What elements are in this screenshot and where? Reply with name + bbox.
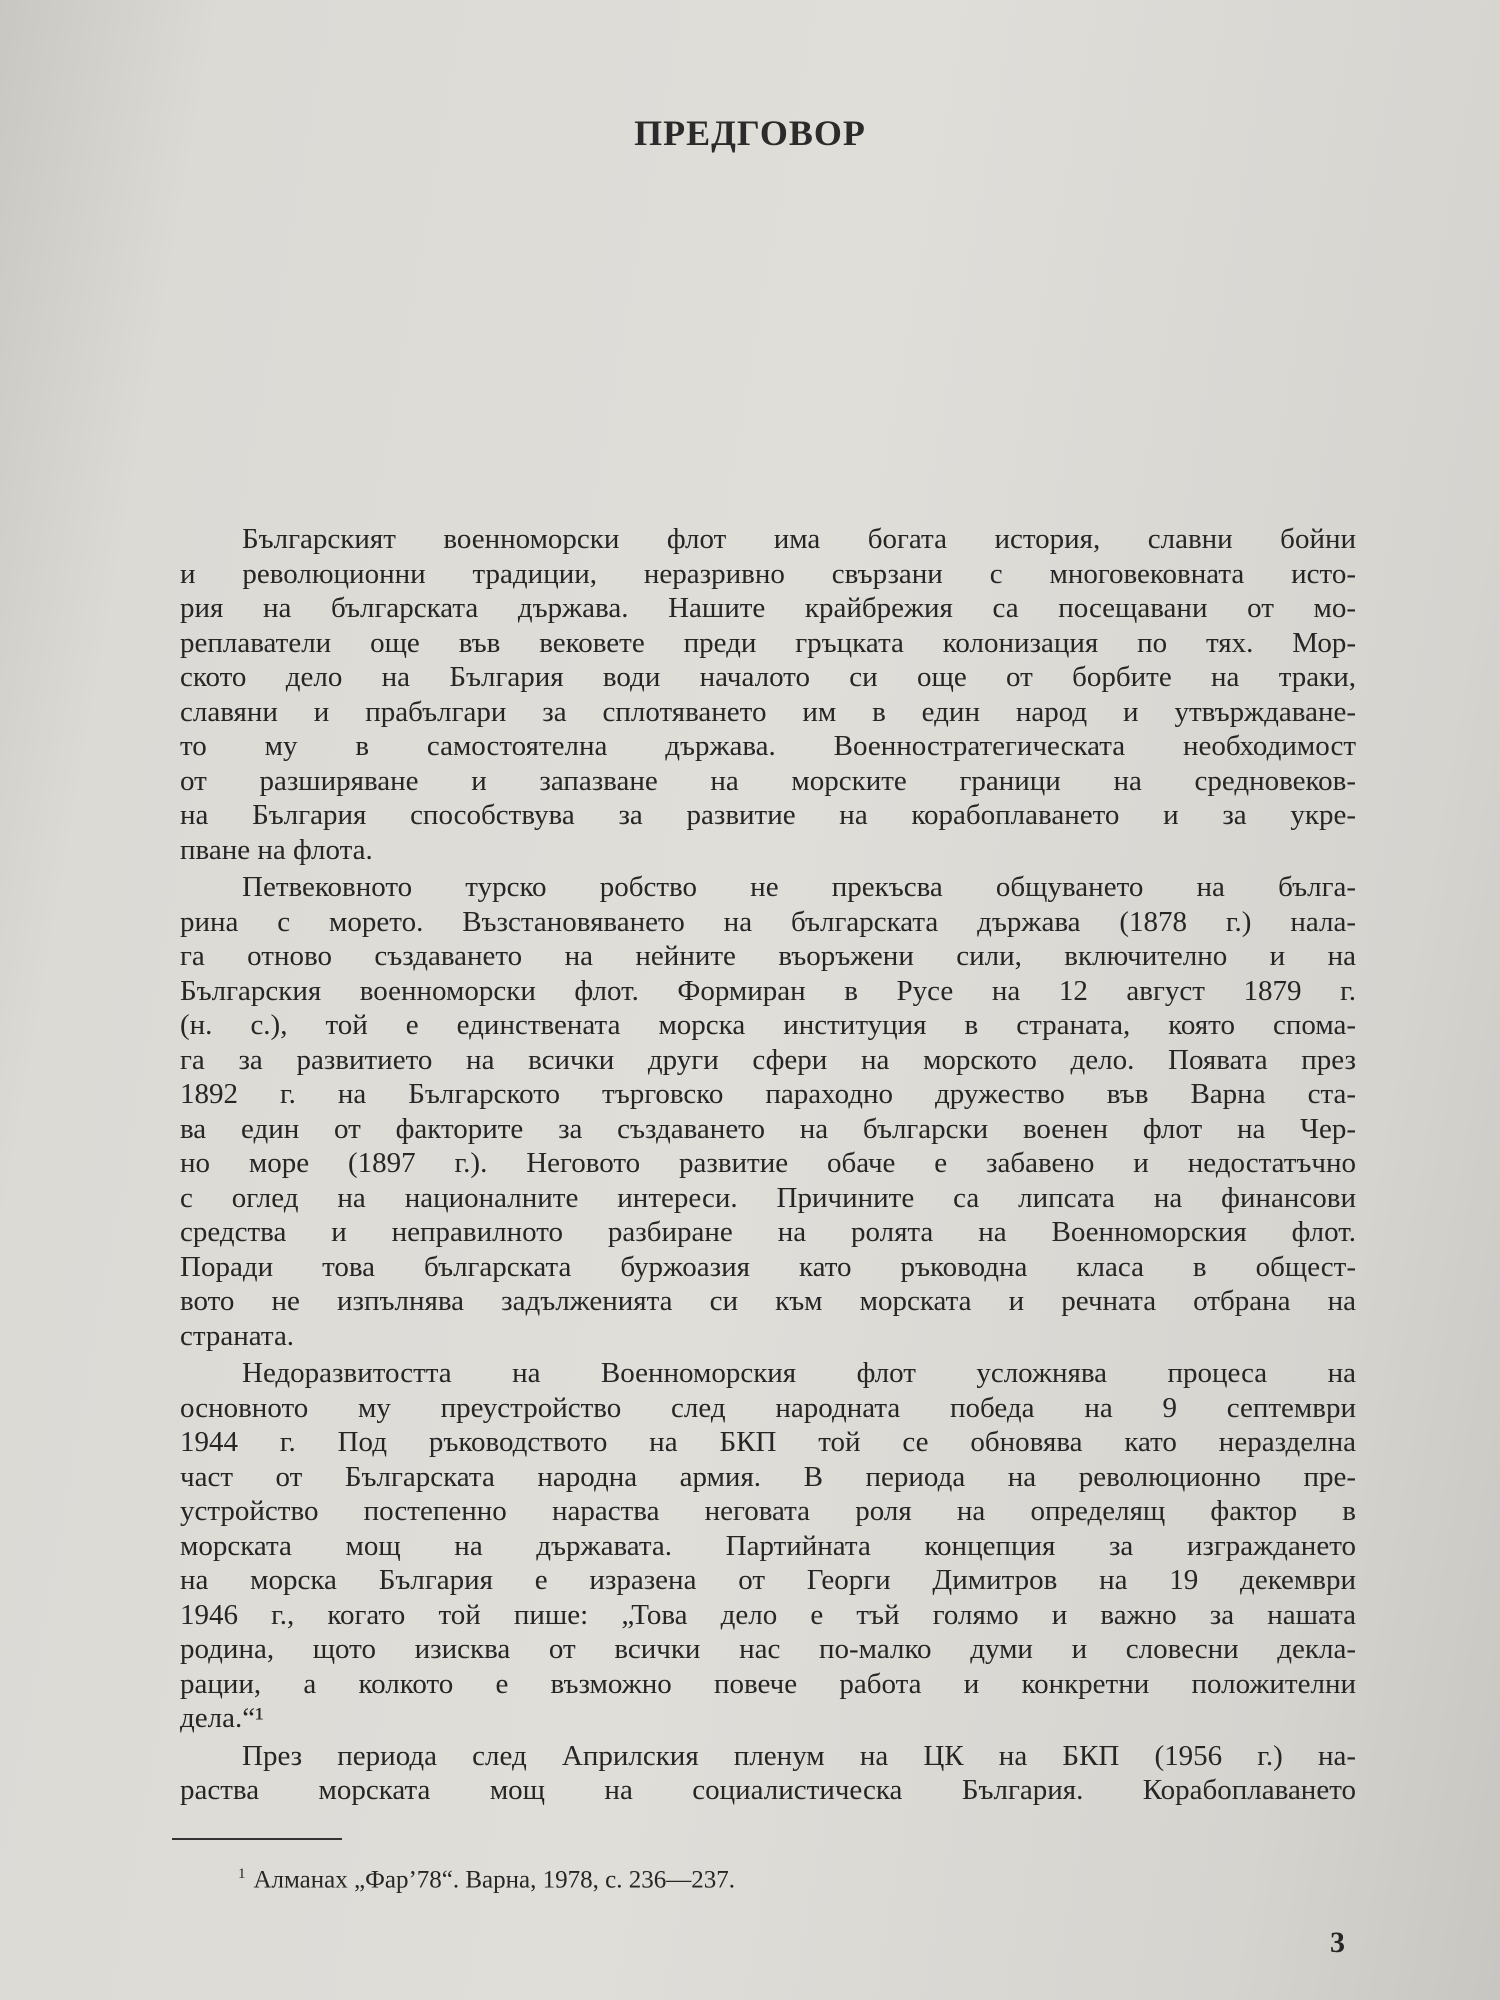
footnote [238,1866,735,1894]
text-line: 1946 г., когато той пише: „Това дело е тъй голямо и важно за нашата [180,1598,1356,1631]
paragraph [180,1356,1356,1736]
text-line: вото не изпълнява задълженията си към морската и речната отбрана на [180,1285,1356,1317]
text-line: рина с морето. Възстановяването на българската държава (1878 г.) нала- [180,905,1356,938]
text-line: Поради това българската буржоазия като ръководна класа в общест- [180,1250,1356,1283]
body-text [180,522,1356,1811]
paragraph [180,870,1356,1353]
text-line: от разширяване и запазване на морските граници на средновеков- [180,764,1356,797]
text-line: устройство постепенно нараства неговата роля на определящ фактор в [180,1495,1356,1527]
paragraph [180,1739,1356,1808]
text-line: и революционни традиции, неразривно свързани с многовековната исто- [180,557,1356,590]
footnote-mark: 1 [238,1866,246,1882]
text-line: ва един от факторите за създаването на български военен флот на Чер- [180,1112,1356,1145]
text-line: с оглед на националните интереси. Причините са липсата на финансови [180,1181,1356,1214]
text-line: Недоразвитостта на Военноморския флот усложнява процеса на [242,1357,1356,1389]
footnote-divider [172,1838,342,1840]
text-line: дела.“¹ [180,1702,264,1734]
text-line: но море (1897 г.). Неговото развитие обаче е забавено и недостатъчно [180,1147,1356,1179]
page-title: ПРЕДГОВОР [634,113,866,154]
text-line: на морска България е изразена от Георги Димитров на 19 декември [180,1564,1356,1596]
text-line: Петвековното турско робство не прекъсва общуването на бълга- [242,871,1356,903]
text-line: част от Българската народна армия. В периода на революционно пре- [180,1460,1356,1493]
text-line: славяни и прабългари за сплотяването им в един народ и утвърждаване- [180,695,1356,728]
text-line: (н. с.), той е единствената морска институция в страната, която спома- [180,1009,1356,1041]
text-line: 1944 г. Под ръководството на БКП той се обновява като неразделна [180,1426,1356,1458]
text-line: ското дело на България води началото си още от борбите на траки, [180,661,1356,693]
text-line: реплаватели още във вековете преди гръцката колонизация по тях. Мор- [180,626,1356,659]
text-line: то му в самостоятелна държава. Военностратегическата необходимост [180,730,1356,762]
text-line: страната. [180,1319,295,1352]
text-line: основното му преустройство след народната победа на 9 септември [180,1391,1356,1424]
text-line: През периода след Априлския пленум на ЦК на БКП (1956 г.) на- [242,1739,1356,1772]
text-line: Българския военноморски флот. Формиран в Русе на 12 август 1879 г. [180,974,1356,1007]
text-line: Българският военноморски флот има богата история, славни бойни [242,523,1356,555]
text-line: рия на българската държава. Нашите крайбрежия са посещавани от мо- [180,592,1356,624]
text-line: га отново създаването на нейните въоръжени сили, включително и на [180,940,1356,972]
footnote-text: Алманах „Фар’78“. Варна, 1978, с. 236—237. [253,1866,735,1894]
text-line: морската мощ на държавата. Партийната концепция за изграждането [180,1529,1356,1562]
text-line: родина, щото изисква от всички нас по-малко думи и словесни декла- [180,1633,1356,1665]
text-line: раства морската мощ на социалистическа България. Корабоплаването [180,1774,1356,1806]
text-line: га за развитието на всички други сфери на морското дело. Появата през [180,1043,1356,1076]
page-number: 3 [1330,1926,1345,1959]
text-line: на България способствува за развитие на корабоплаването и за укре- [180,799,1356,831]
text-line: пване на флота. [180,833,373,866]
paragraph [180,522,1356,867]
text-line: средства и неправилното разбиране на ролята на Военноморския флот. [180,1216,1356,1248]
text-line: 1892 г. на Българското търговско параходно дружество във Варна ста- [180,1078,1356,1110]
text-line: рации, а колкото е възможно повече работа и конкретни положителни [180,1667,1356,1700]
